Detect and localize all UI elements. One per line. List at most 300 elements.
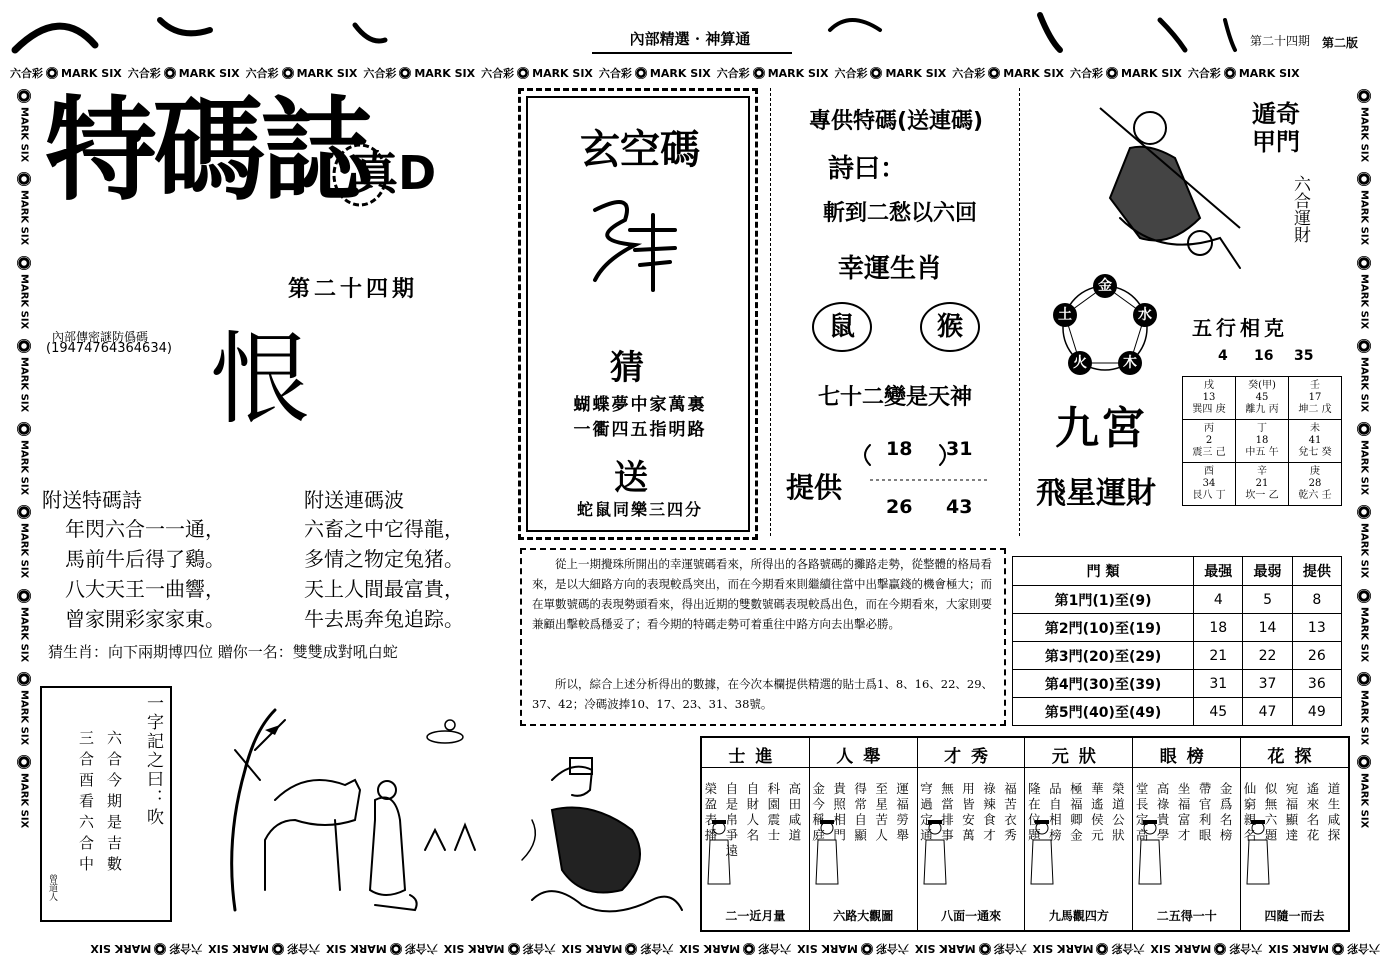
gate-name: 第2門(10)至(19) (1013, 614, 1194, 642)
strip-cell (444, 941, 556, 957)
qimen-title (1252, 100, 1300, 156)
calligraphy-icon (575, 190, 685, 300)
strip-text: MARK SIX (178, 66, 240, 80)
scholar-footer: 四隨一而去 (1264, 909, 1325, 923)
special-number-4: 43 (946, 496, 973, 518)
flower-icon (979, 943, 991, 955)
scholar-verse: 坐福富才 (1176, 782, 1192, 844)
seal-icon (330, 140, 390, 210)
strip-text: MARK SIX (90, 942, 152, 956)
scholar-verse: 用皆安萬 (960, 782, 976, 844)
strip-text: MARK SIX (1032, 942, 1094, 956)
flower-icon (272, 943, 284, 955)
table-row (1013, 614, 1342, 642)
palace-cell-bot: 兌七 癸 (1298, 447, 1332, 458)
palace-cell-top: 壬 (1310, 380, 1320, 391)
flower-icon (1106, 67, 1118, 79)
scholar-verse: 高祿貴學 (1155, 782, 1171, 844)
gate-name: 第5門(40)至(49) (1013, 698, 1194, 726)
palace-cell-top: 戌 (1204, 380, 1214, 391)
palace-cell-bot: 艮八 丁 (1192, 490, 1226, 501)
strip-text: MARK SIX (1358, 190, 1370, 246)
scholar-footer: 九馬觀四方 (1048, 909, 1109, 923)
palace-cell (1289, 420, 1342, 463)
gate-header: 最强 (1194, 557, 1243, 586)
strip-cell (717, 65, 829, 81)
palace-cell (1236, 420, 1289, 463)
palace-cell-top: 丁 (1257, 423, 1267, 434)
poem-line: 牛去馬奔兔追踪。 (304, 607, 464, 631)
scholar-verse: 品自相榜 (1047, 782, 1063, 844)
strip-cell (128, 65, 240, 81)
scholar-title: 花探 (1241, 738, 1348, 768)
gate-header: 門 類 (1013, 557, 1194, 586)
main-title: 特碼誌 (45, 86, 369, 216)
gate-header: 提供 (1292, 557, 1341, 586)
scholar-verse: 似無六題 (1262, 782, 1278, 844)
scholar-verse: 榮盈表播 (702, 782, 718, 844)
gate-value: 14 (1243, 614, 1292, 642)
flower-icon (390, 943, 402, 955)
scholar-column (1241, 738, 1348, 930)
wuxing-number-2: 16 (1254, 348, 1274, 364)
strip-logo: 六合彩 (1111, 942, 1145, 955)
gate-name: 第3門(20)至(29) (1013, 642, 1194, 670)
strip-cell (90, 941, 202, 957)
palace-cell-top: 辛 (1257, 466, 1267, 477)
scholar-title: 人舉 (810, 738, 917, 768)
flower-icon (399, 67, 411, 79)
strip-cell (599, 65, 711, 81)
mystic-send-line: 蛇鼠同樂三四分 (576, 500, 703, 519)
scholar-verse: 祿辣食才 (981, 782, 997, 844)
poem2-title: 附送連碼波 (304, 488, 404, 512)
scholar-verse: 榮道公狀 (1110, 782, 1126, 844)
gate-value: 4 (1194, 586, 1243, 614)
provide-label: 提供 (786, 471, 843, 504)
strip-logo: 六合彩 (1229, 942, 1263, 955)
strip-text: MARK SIX (61, 66, 122, 80)
palace-cell-top: 庚 (1310, 466, 1320, 477)
strip-cell (326, 941, 438, 957)
scholar-column (702, 738, 810, 930)
palace-cell (1289, 463, 1342, 506)
scholar-verse: 貴照相門 (831, 782, 847, 844)
scholar-verse: 福苦衣秀 (1002, 782, 1018, 844)
poem-line: 六畜之中它得龍， (304, 517, 464, 541)
strip-logo: 六合彩 (1187, 67, 1221, 80)
strip-logo: 六合彩 (758, 942, 792, 955)
flower-icon (1357, 422, 1371, 436)
poem-line: 天上人間最富貴， (304, 577, 464, 601)
strip-text: MARK SIX (18, 773, 30, 829)
poem-line: 多情之物定兔猪。 (304, 547, 464, 571)
palace-cell-top: 丙 (1204, 423, 1214, 434)
strip-text: MARK SIX (18, 356, 30, 413)
header-top-title: 內部精選 · 神算通 (629, 30, 751, 48)
flower-icon (17, 89, 31, 103)
flower-icon (1357, 755, 1371, 769)
scholar-verse: 至星苦人 (873, 782, 889, 844)
scholar-verse: 科園震士 (765, 782, 781, 844)
strip-cell (363, 65, 475, 81)
flower-icon (508, 943, 520, 955)
strip-text: MARK SIX (914, 942, 976, 956)
special-poem-label: 詩曰： (828, 154, 907, 184)
gate-table (1012, 556, 1342, 726)
wuxing-number-1: 4 (1218, 348, 1228, 364)
special-number-2: 31 (946, 438, 973, 460)
gate-value: 31 (1194, 670, 1243, 698)
gate-value: 8 (1292, 586, 1341, 614)
big-character: 恨 (210, 321, 310, 438)
five-elements (1035, 268, 1175, 388)
palace-cell-bot: 中五 午 (1245, 447, 1279, 458)
scholars-table (700, 736, 1350, 932)
palace-cell-mid: 28 (1308, 478, 1322, 489)
flower-icon (282, 67, 294, 79)
gate-value: 13 (1292, 614, 1341, 642)
table-row (1013, 698, 1342, 726)
strip-text: MARK SIX (1268, 942, 1329, 956)
special-number-1: 18 (886, 438, 913, 460)
scholar-verse: 無當排事 (939, 782, 955, 844)
strip-text: MARK SIX (325, 942, 387, 956)
poem-line: 八大天王一曲響， (65, 577, 225, 601)
flower-icon (17, 589, 31, 603)
qimen-title-line: 遁奇 (1252, 100, 1300, 128)
scholar-verse: 高田咸道 (786, 782, 802, 844)
top-border-strip (10, 62, 1380, 84)
palace-cell-mid: 17 (1308, 392, 1322, 403)
nine-palace-grid (1182, 376, 1342, 506)
palace-cell-mid: 34 (1202, 478, 1216, 489)
scholar-verse: 帶官利眼 (1197, 782, 1213, 844)
flower-icon (154, 943, 166, 955)
strip-text: MARK SIX (561, 942, 623, 956)
bottom-border-strip (10, 938, 1380, 960)
table-row (1013, 586, 1342, 614)
warrior-illustration-icon (1080, 88, 1260, 278)
mystic-guess-line-1: 蝴蝶夢中家萬裏 (573, 395, 707, 415)
strip-cell (952, 65, 1064, 81)
palace-cell (1289, 377, 1342, 420)
strip-text: MARK SIX (18, 273, 30, 329)
strip-text: MARK SIX (1358, 523, 1370, 579)
scholar-footer: 八面一通來 (941, 909, 1002, 923)
flower-icon (517, 67, 529, 79)
lucky-label: 幸運生肖 (837, 254, 942, 284)
strip-logo: 六合彩 (716, 67, 750, 80)
scholar-verse: 自是帛爭遠 (723, 782, 739, 860)
scholar-verse: 穹過定通 (918, 782, 934, 844)
one-word-title: 一字記之曰：吹 (143, 694, 163, 827)
strip-logo: 六合彩 (834, 67, 868, 80)
scholar-verse: 仙窮親名 (1241, 782, 1257, 844)
flower-icon (46, 67, 58, 79)
strip-logo: 六合彩 (1070, 67, 1104, 80)
strip-text: MARK SIX (1150, 942, 1212, 956)
element-node: 火 (1068, 351, 1092, 375)
palace-cell (1183, 463, 1236, 506)
flower-icon (1357, 89, 1371, 103)
strip-text: MARK SIX (296, 66, 358, 80)
special-title: 專供特碼(送連碼) (808, 109, 984, 134)
mystic-title: 玄空碼 (580, 126, 700, 173)
strip-cell (1150, 941, 1262, 957)
flower-icon (1357, 339, 1371, 353)
strip-text: MARK SIX (18, 523, 30, 579)
strip-text: MARK SIX (443, 942, 505, 956)
zodiac-monkey: 猴 (920, 302, 980, 352)
flower-icon (1357, 172, 1371, 186)
gate-value: 22 (1243, 642, 1292, 670)
strip-text: MARK SIX (414, 66, 476, 80)
left-issue: 第二十四期 (288, 276, 419, 302)
scholar-title: 士進 (702, 738, 809, 768)
strip-logo: 六合彩 (404, 942, 438, 955)
strip-cell (208, 941, 320, 957)
strip-text: MARK SIX (1358, 356, 1370, 413)
strip-text: MARK SIX (18, 440, 30, 496)
strip-logo: 六合彩 (10, 67, 43, 80)
strip-logo: 六合彩 (1347, 942, 1380, 955)
palace-cell-bot: 坎一 乙 (1245, 490, 1279, 501)
strip-logo: 六合彩 (640, 942, 674, 955)
strip-text: MARK SIX (1358, 606, 1370, 662)
scholar-column (1025, 738, 1133, 930)
flower-icon (743, 943, 755, 955)
palace-cell-mid: 45 (1255, 392, 1269, 403)
gate-value: 26 (1292, 642, 1341, 670)
horse-man-illustration-icon (195, 690, 505, 920)
gate-name: 第4門(30)至(39) (1013, 670, 1194, 698)
zodiac-rat: 鼠 (812, 302, 872, 352)
strip-text: MARK SIX (649, 66, 711, 80)
flower-icon (1357, 672, 1371, 686)
flower-icon (861, 943, 873, 955)
element-node: 木 (1118, 351, 1142, 375)
flower-icon (988, 67, 1000, 79)
strip-logo: 六合彩 (993, 942, 1027, 955)
special-poem-line: 斬到二愁以六回 (822, 201, 977, 226)
palace-cell-bot: 坤二 戊 (1298, 404, 1332, 415)
strip-text: MARK SIX (18, 107, 30, 163)
flower-icon (17, 755, 31, 769)
strip-logo: 六合彩 (127, 67, 161, 80)
scholar-column (810, 738, 918, 930)
scholar-verse: 遙來名花 (1304, 782, 1320, 844)
palace-row (1183, 377, 1342, 420)
strip-logo: 六合彩 (363, 67, 397, 80)
palace-cell-bot: 乾六 壬 (1298, 490, 1332, 501)
gate-value: 21 (1194, 642, 1243, 670)
table-row (1013, 670, 1342, 698)
flower-icon (1332, 943, 1344, 955)
palace-cell-mid: 13 (1202, 392, 1216, 403)
flower-icon (17, 422, 31, 436)
strip-cell (915, 941, 1027, 957)
table-row (1013, 642, 1342, 670)
flower-icon (753, 67, 765, 79)
poem-line: 年閃六合一一通， (65, 517, 225, 541)
flower-icon (635, 67, 647, 79)
strip-text: MARK SIX (679, 942, 741, 956)
strip-logo: 六合彩 (245, 67, 279, 80)
mystic-guess-label: 猜 (610, 348, 644, 388)
gate-value: 45 (1194, 698, 1243, 726)
strip-text: MARK SIX (1358, 689, 1370, 746)
strip-text: MARK SIX (1358, 440, 1370, 496)
secret-note: 內部傳密謎防僞碼 (52, 330, 149, 344)
scholar-footer: 二五得一十 (1156, 909, 1217, 923)
strip-logo: 六合彩 (952, 67, 986, 80)
scholar-footer: 六路大觀圖 (833, 909, 894, 923)
flower-icon (870, 67, 882, 79)
palace-cell (1183, 420, 1236, 463)
strip-text: MARK SIX (797, 942, 858, 956)
strip-text: MARK SIX (1238, 66, 1300, 80)
flower-icon (17, 505, 31, 519)
poem-line: 曾家開彩家家東。 (65, 607, 225, 631)
qimen-subtitle: 六合運財 (1290, 175, 1310, 243)
strip-text: MARK SIX (1121, 66, 1182, 80)
palace-cell-bot: 震三 己 (1192, 447, 1226, 458)
scholar-verse: 堂長定高 (1134, 782, 1150, 844)
scholar-verse: 宛福顯達 (1283, 782, 1299, 844)
nine-palace-title: 九宮 (1055, 403, 1147, 454)
strip-text: MARK SIX (885, 66, 947, 80)
right-border-strip (1352, 85, 1376, 935)
strip-logo: 六合彩 (522, 942, 556, 955)
strip-cell (246, 65, 358, 81)
strip-cell (1188, 65, 1300, 81)
scholar-column (1133, 738, 1241, 930)
strip-cell (481, 65, 593, 81)
scholar-verse: 極福卿金 (1068, 782, 1084, 844)
element-node: 金 (1093, 274, 1117, 298)
strip-text: MARK SIX (1358, 773, 1370, 829)
flower-icon (164, 67, 176, 79)
palace-cell (1236, 463, 1289, 506)
special-tagline: 七十二變是天神 (817, 385, 972, 410)
strip-cell (797, 941, 909, 957)
strip-logo: 六合彩 (875, 942, 909, 955)
flower-icon (1224, 67, 1236, 79)
flower-icon (1357, 589, 1371, 603)
element-node: 水 (1133, 303, 1157, 327)
strip-text: MARK SIX (1358, 273, 1370, 329)
scholar-title: 才秀 (918, 738, 1025, 768)
signature: 曾道人 (47, 874, 57, 901)
page-label: 第二版 (1322, 36, 1359, 50)
gate-value: 47 (1243, 698, 1292, 726)
strip-text: MARK SIX (532, 66, 593, 80)
palace-cell (1236, 377, 1289, 420)
gate-value: 37 (1243, 670, 1292, 698)
element-node: 土 (1053, 303, 1077, 327)
secret-code: (19474764364634) (46, 341, 172, 356)
gate-value: 5 (1243, 586, 1292, 614)
special-number-3: 26 (886, 496, 913, 518)
gate-name: 第1門(1)至(9) (1013, 586, 1194, 614)
number-dividers (860, 430, 1000, 530)
flower-icon (1357, 256, 1371, 270)
strip-cell (679, 941, 791, 957)
palace-cell-top: 酉 (1204, 466, 1214, 477)
guess-line: 猜生肖：向下兩期博四位 贈你一名：雙雙成對吼白蛇 (48, 643, 398, 661)
poem1-title: 附送特碼詩 (42, 488, 142, 512)
strip-cell (10, 65, 122, 81)
poem-line: 馬前牛后得了鷄。 (65, 547, 225, 571)
wuxing-number-3: 35 (1294, 348, 1314, 364)
strip-cell (1268, 941, 1380, 957)
flower-icon (17, 172, 31, 186)
strip-cell (562, 941, 674, 957)
palace-cell-mid: 21 (1255, 478, 1269, 489)
analysis-paragraph-1: 從上一期攪珠所開出的幸運號碼看來，所得出的各路號碼的攤路走勢，從整體的格局看來，是以大細路方向的表現較爲突出，而在今期看來則繼續往當中出擊贏錢的機會極大；而在單數號碼的表現勢頭看來，得出近期的雙數號碼表現較爲出色，而在今期看來，大家則要兼顧出擊較爲穩妥了；看今期的特碼走勢可着重往中路方向去出擊必勝。 (532, 557, 992, 631)
flying-star-label: 飛星運財 (1036, 476, 1156, 511)
main-title-suffix: 真D (352, 146, 437, 200)
scholar-footer: 二一近月量 (725, 909, 786, 923)
strip-text: MARK SIX (18, 190, 30, 246)
strip-cell (1070, 65, 1182, 81)
scholar-title: 眼榜 (1133, 738, 1240, 768)
gate-value: 18 (1194, 614, 1243, 642)
left-border-strip (12, 85, 36, 935)
strip-logo: 六合彩 (598, 67, 632, 80)
wuxing-label: 五行相克 (1192, 316, 1288, 340)
flower-icon (17, 256, 31, 270)
mystic-send-label: 送 (614, 458, 648, 498)
strip-text: MARK SIX (18, 606, 30, 662)
strip-text: MARK SIX (1003, 66, 1065, 80)
palace-cell-top: 癸(甲) (1248, 380, 1276, 391)
strip-logo: 六合彩 (481, 67, 515, 80)
flower-icon (625, 943, 637, 955)
flower-icon (17, 672, 31, 686)
palace-row (1183, 420, 1342, 463)
palace-cell-top: 未 (1310, 423, 1320, 434)
palace-row (1183, 463, 1342, 506)
one-word-col1: 六合今期是吉數 (105, 730, 123, 877)
palace-cell-mid: 18 (1255, 435, 1269, 446)
palace-cell (1183, 377, 1236, 420)
flower-icon (17, 339, 31, 353)
scholar-verse: 得常自顯 (852, 782, 868, 844)
strip-cell (834, 65, 946, 81)
strip-text: MARK SIX (767, 66, 829, 80)
sage-illustration-icon (512, 740, 692, 930)
gate-value: 49 (1292, 698, 1341, 726)
header-underline (592, 52, 792, 54)
strip-text: MARK SIX (1358, 107, 1370, 163)
gate-value: 36 (1292, 670, 1341, 698)
scholar-verse: 運福勞舉 (894, 782, 910, 844)
poem1-lines (65, 514, 225, 634)
palace-cell-mid: 41 (1308, 435, 1322, 446)
strip-cell (1033, 941, 1145, 957)
strip-text: MARK SIX (208, 942, 269, 956)
analysis-paragraph-2: 所以，綜合上述分析得出的數據，在今次本欄提供精選的貼士爲1、8、16、22、29、37、42；冷碼波捧10、17、23、31、38號。 (532, 677, 994, 711)
strip-logo: 六合彩 (169, 942, 203, 955)
flower-icon (1357, 505, 1371, 519)
scholar-verse: 金爲名榜 (1218, 782, 1234, 844)
palace-cell-mid: 2 (1205, 435, 1213, 446)
gate-header: 最弱 (1243, 557, 1292, 586)
qimen-title-line: 甲門 (1252, 128, 1300, 156)
issue-label: 第二十四期 (1250, 34, 1311, 48)
